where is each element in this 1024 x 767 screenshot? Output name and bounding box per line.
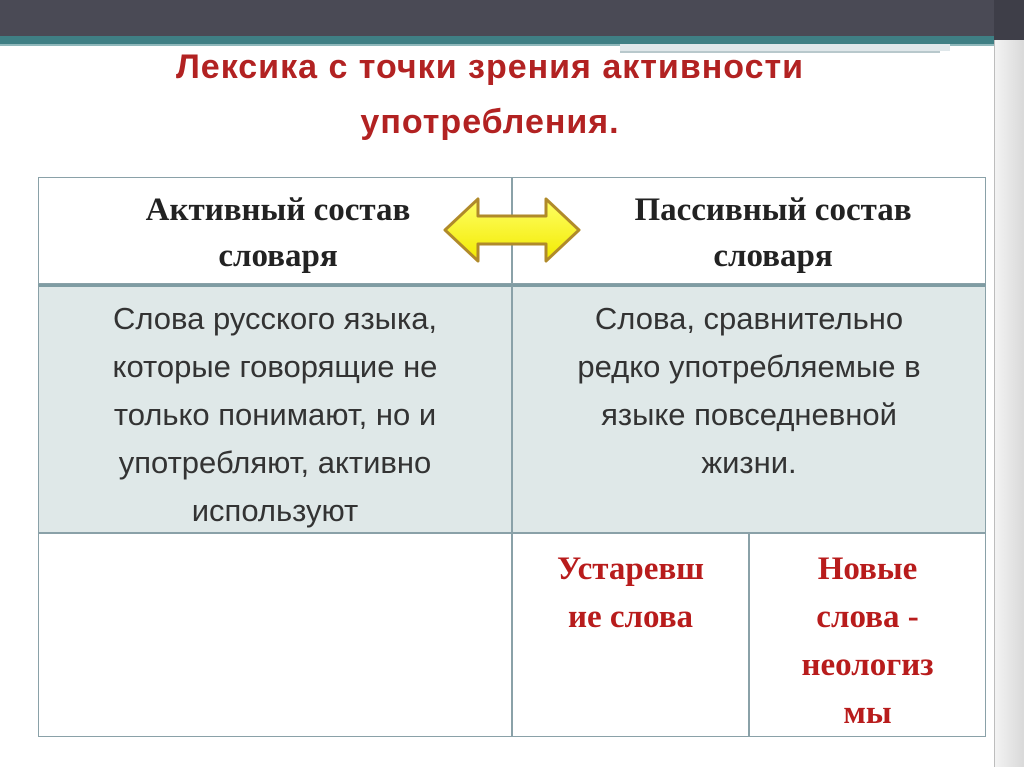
neologisms-line-1: Новые [817, 551, 918, 587]
header-passive-text [558, 187, 988, 279]
active-definition-line-1: Слова русского языка, [112, 301, 438, 336]
slide-title-line-1: Лексика с точки зрения активности [175, 48, 805, 86]
obsolete-words-line-2: ие слова [567, 599, 694, 635]
right-edge-shadow [994, 0, 1024, 767]
passive-definition-line-2: редко употребляемые в [577, 349, 921, 384]
active-definition-line-5: используют [191, 493, 359, 528]
top-bar [0, 0, 1024, 36]
passive-definition-line-1: Слова, сравнительно [594, 301, 904, 336]
slide-title-line-2: употребления. [360, 103, 620, 141]
header-active-line-2: словаря [218, 238, 338, 274]
passive-definition [522, 295, 976, 487]
active-definition [48, 295, 502, 535]
active-definition-line-2: которые говорящие не [112, 349, 438, 384]
double-headed-arrow-icon [442, 195, 582, 265]
neologisms-label [753, 545, 982, 737]
passive-definition-line-3: языке повседневной [601, 397, 897, 432]
active-definition-line-3: только понимают, но и [113, 397, 437, 432]
header-passive-line-2: словаря [713, 238, 833, 274]
obsolete-words-line-1: Устаревш [556, 551, 705, 587]
top-right-corner [994, 0, 1024, 40]
obsolete-words-label [516, 545, 745, 641]
empty-cell [38, 533, 512, 737]
active-definition-line-4: употребляют, активно [118, 445, 432, 480]
neologisms-line-4: мы [843, 695, 892, 731]
passive-definition-line-4: жизни. [701, 445, 797, 480]
neologisms-line-3: неологиз [801, 647, 934, 683]
header-active-text [68, 187, 488, 279]
header-passive-line-1: Пассивный состав [634, 192, 912, 228]
right-edge-line [994, 0, 995, 767]
header-active-line-1: Активный состав [145, 192, 411, 228]
slide-title [60, 40, 920, 150]
neologisms-line-2: слова - [816, 599, 919, 635]
